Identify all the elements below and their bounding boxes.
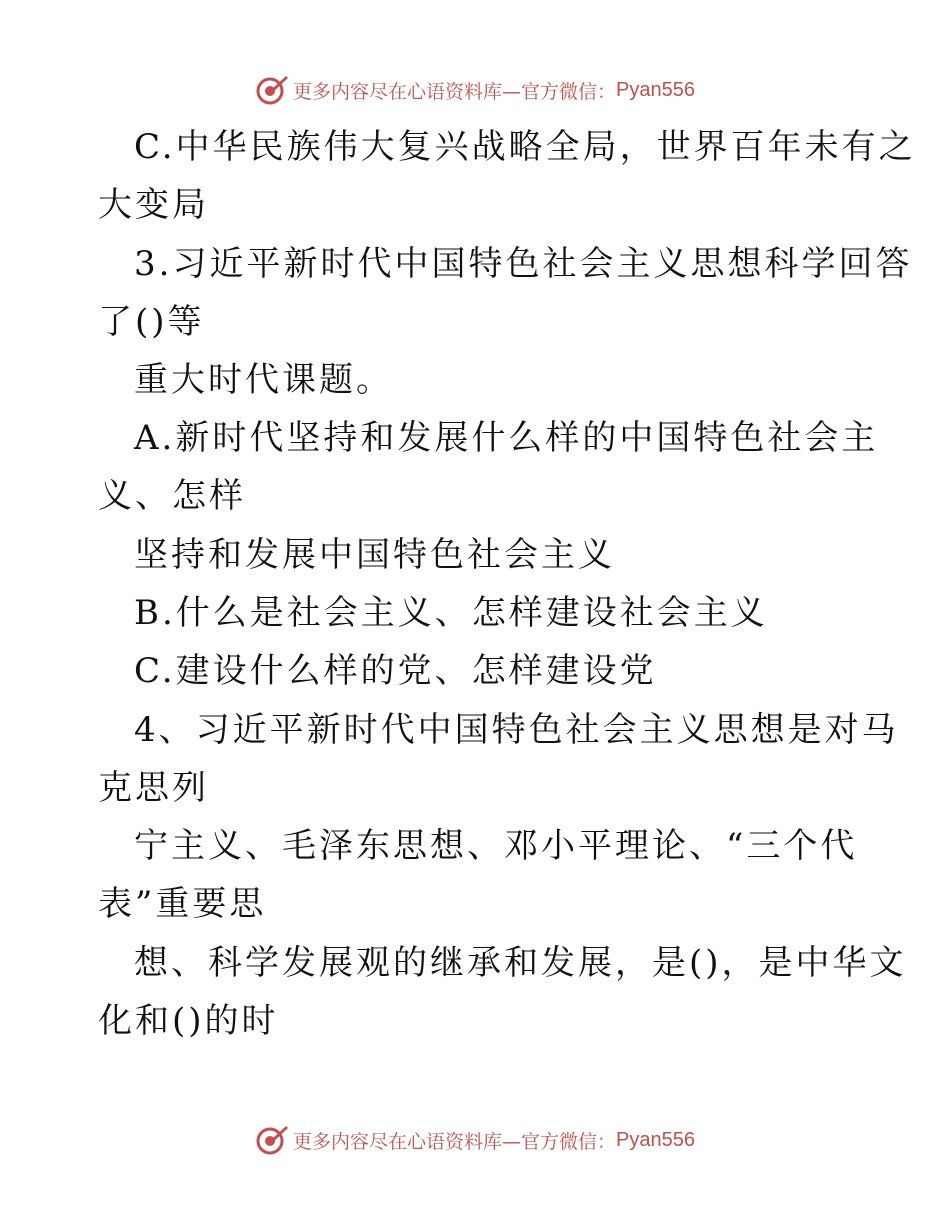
header-watermark [0, 70, 950, 110]
watermark-wechat-id: Pyan556 [616, 1128, 695, 1151]
text-line: 重大时代课题。 [134, 360, 393, 400]
text-line: 4、习近平新时代中国特色社会主义思想是对马 [134, 710, 899, 750]
watermark-text: 更多内容尽在心语资料库—官方微信： [293, 80, 617, 103]
watermark-text: 更多内容尽在心语资料库—官方微信： [293, 1130, 617, 1153]
text-line: 3.习近平新时代中国特色社会主义思想科学回答 [134, 244, 913, 284]
text-line: 大变局 [98, 185, 209, 225]
text-line: 义、怎样 [98, 476, 246, 516]
text-line: B.什么是社会主义、怎样建设社会主义 [134, 593, 768, 633]
text-line: 宁主义、毛泽东思想、邓小平理论、“三个代 [134, 826, 858, 866]
text-line: A.新时代坚持和发展什么样的中国特色社会主 [134, 418, 879, 458]
text-line: 克思列 [98, 768, 209, 808]
text-line: 了()等 [98, 302, 205, 342]
watermark-wechat-id: Pyan556 [616, 78, 695, 101]
text-line: 表”重要思 [98, 884, 267, 924]
footer-watermark [0, 1120, 950, 1160]
pen-logo-icon [255, 1123, 289, 1157]
text-line: 化和()的时 [98, 1001, 279, 1041]
text-line: 坚持和发展中国特色社会主义 [134, 535, 615, 575]
text-line: 想、科学发展观的继承和发展，是()，是中华文 [134, 943, 907, 983]
text-line: C.中华民族伟大复兴战略全局，世界百年未有之 [134, 127, 916, 167]
text-line: C.建设什么样的党、怎样建设党 [134, 651, 657, 691]
pen-logo-icon [255, 73, 289, 107]
